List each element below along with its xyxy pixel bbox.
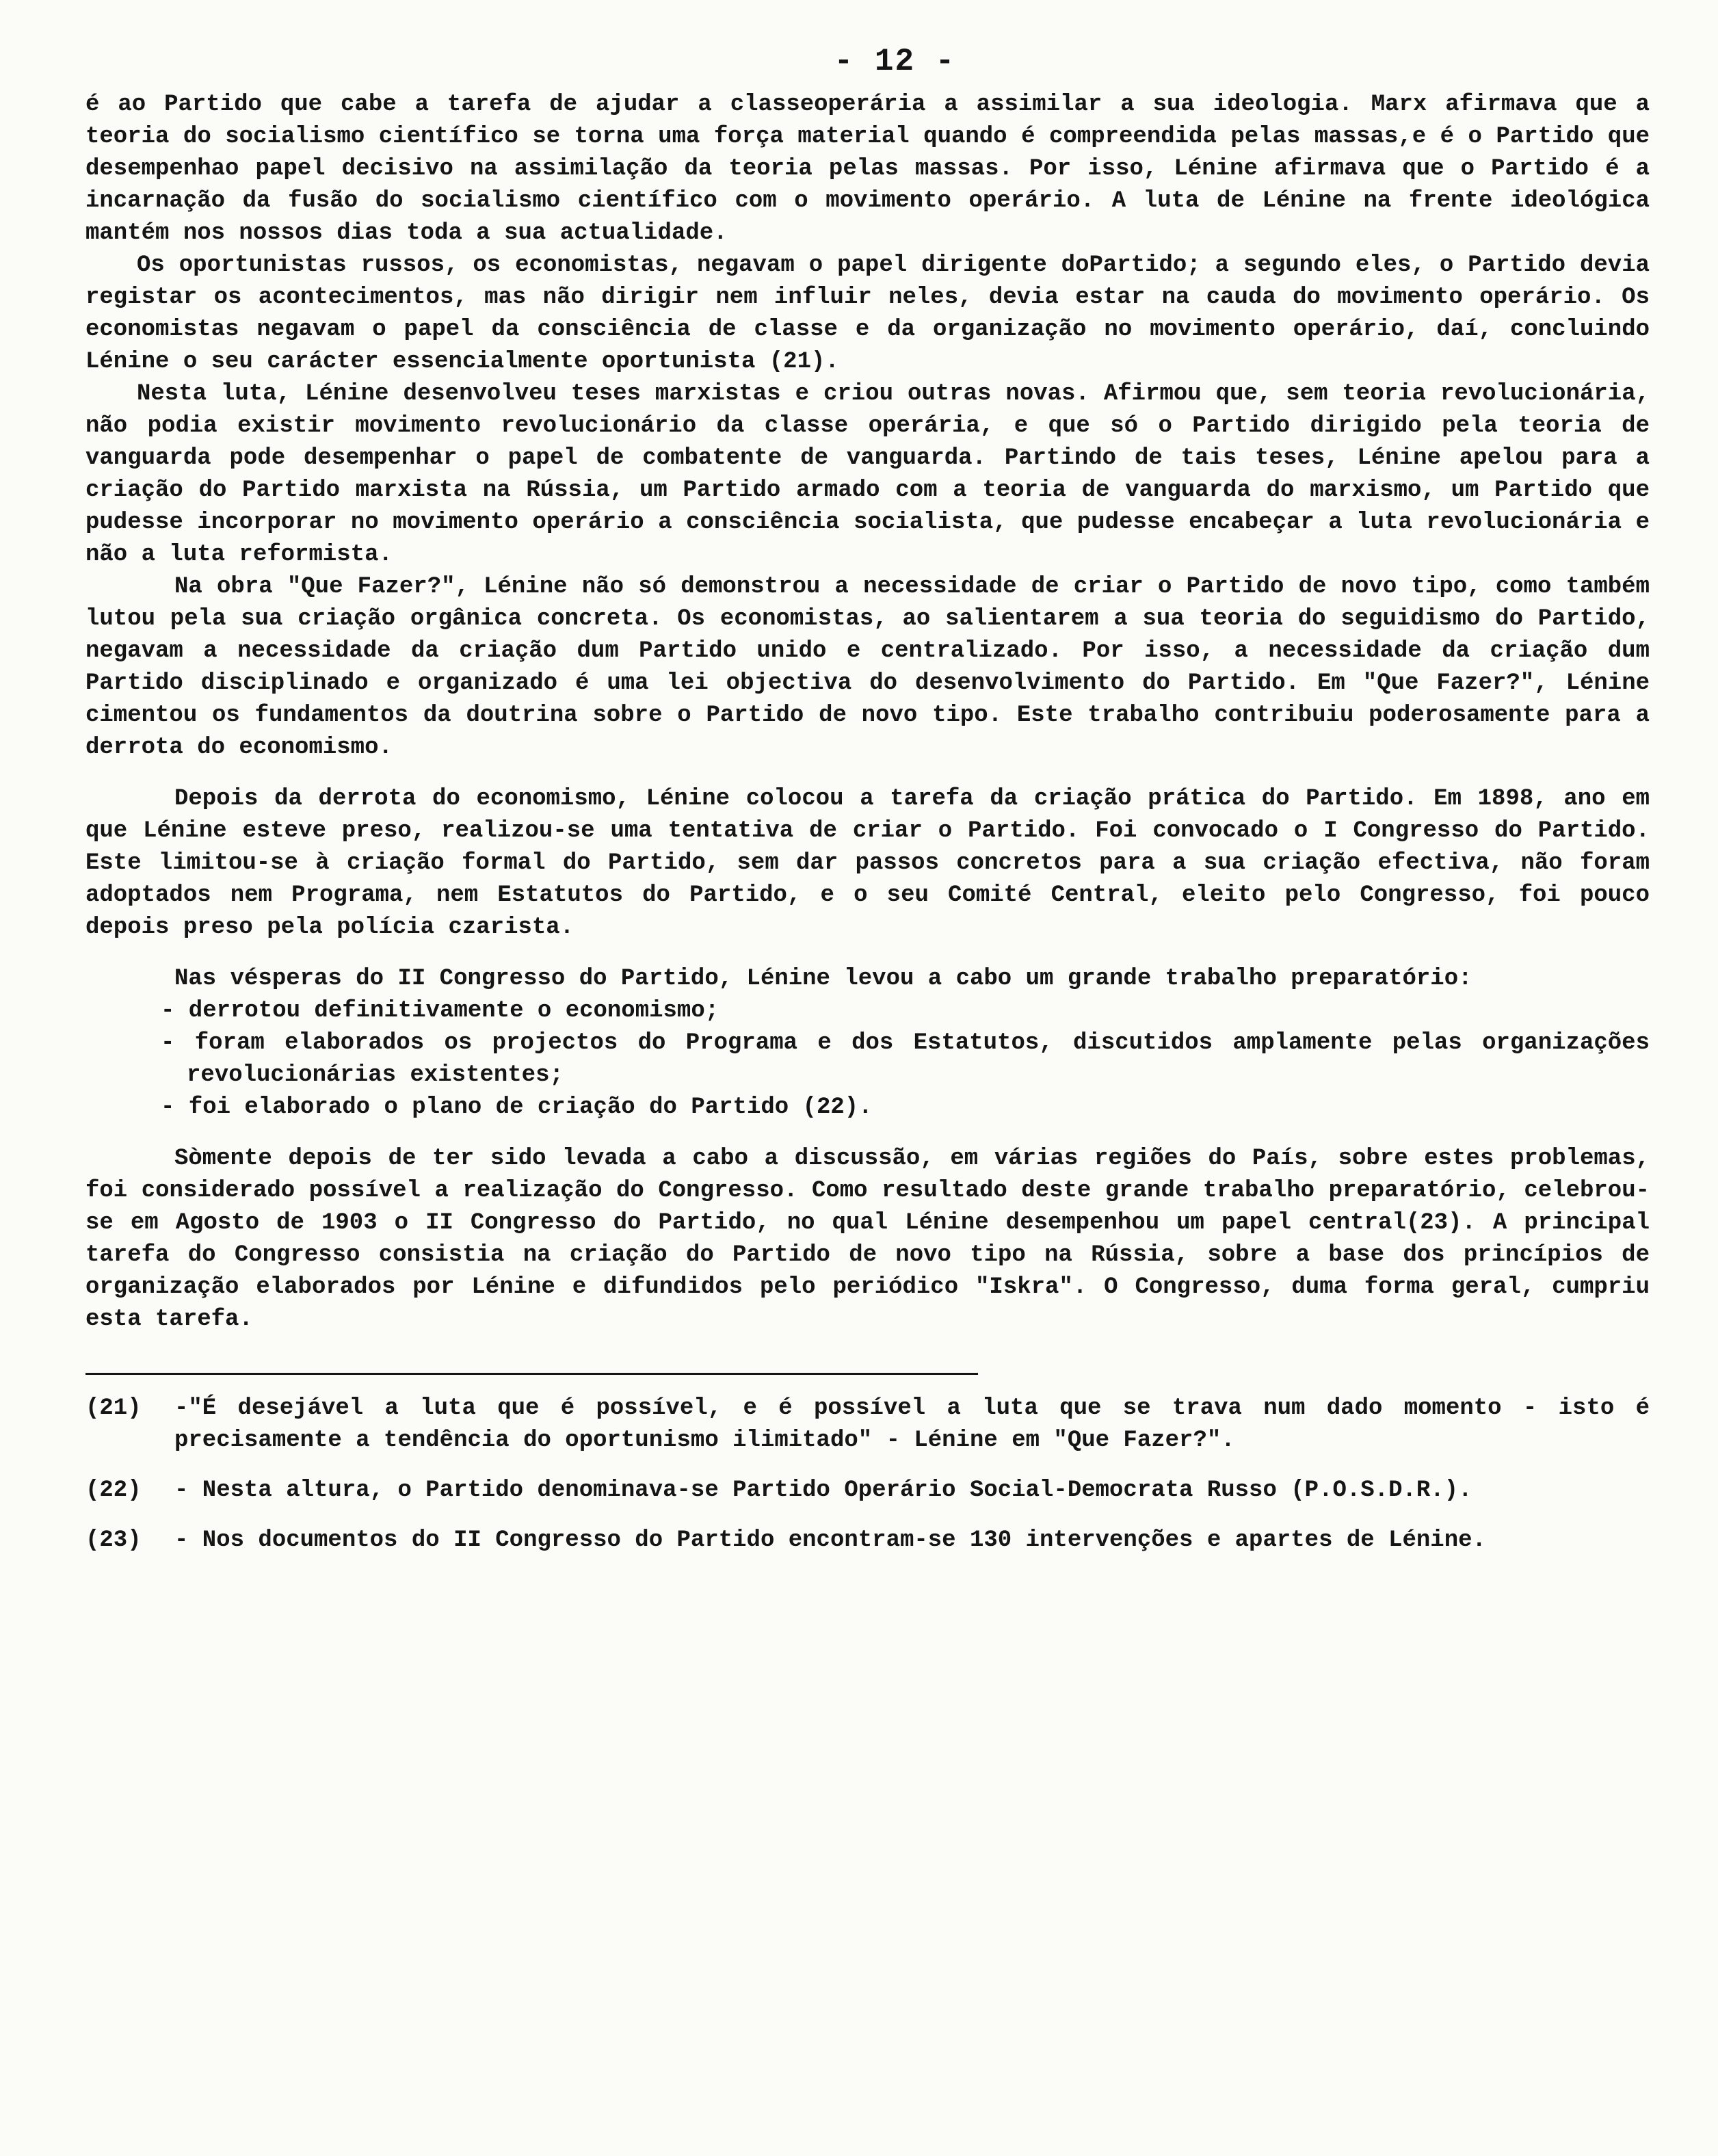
footnotes <box>85 1393 1650 1557</box>
paragraph-4: Na obra "Que Fazer?", Lénine não só demonstrou a necessidade de criar o Partido de novo tipo, como também lutou pela sua criação orgânica concreta. Os economistas, ao salientarem a sua teoria do seguidismo do Partido, negavam a necessidade da criação dum Partido unido e centralizado. Por isso, a necessidade da criação dum Partido disciplinado e organizado é uma lei objectiva do desenvolvimento do Partido. Em "Que Fazer?", Lénine cimentou os fundamentos da doutrina sobre o Partido de novo tipo. Este trabalho contribuiu poderosamente para a derrota do economismo. <box>85 574 1650 761</box>
paragraph-3: Nesta luta, Lénine desenvolveu teses marxistas e criou outras novas. Afirmou que, sem teoria revolucionária, não podia existir movimento revolucionário da classe operária, e que só o Partido dirigido pela teoria de vanguarda pode desempenhar o papel de combatente de vanguarda. Partindo de tais teses, Lénine apelou para a criação do Partido marxista na Rússia, um Partido armado com a teoria de vanguarda do marxismo, um Partido que pudesse incorporar no movimento operário a consciência socialista, que pudesse encabeçar a luta revolucionária e não a luta reformista. <box>85 381 1650 568</box>
page-number: - 12 - <box>834 44 956 79</box>
footnote-21 <box>85 1393 1650 1457</box>
footnote-text: - Nesta altura, o Partido denominava-se Partido Operário Social-Democrata Russo (P.O.S.D.R.). <box>174 1477 1472 1503</box>
footnote-22 <box>85 1475 1650 1507</box>
list-item: - foram elaborados os projectos do Programa e dos Estatutos, discutidos amplamente pelas organizações revolucionárias existentes; <box>161 1030 1650 1088</box>
footnote-number: (21) <box>85 1395 142 1421</box>
paragraph-2: Os oportunistas russos, os economistas, negavam o papel dirigente doPartido; a segundo eles, o Partido devia registar os acontecimentos, mas não dirigir nem influir neles, devia estar na cauda do movimento operário. Os economistas negavam o papel da consciência de classe e da organização no movimento operário, daí, concluindo Lénine o seu carácter essencialmente oportunista (21). <box>85 252 1650 375</box>
paragraph-6: Nas vésperas do II Congresso do Partido, Lénine levou a cabo um grande trabalho preparatório: <box>174 966 1472 992</box>
footnote-number: (23) <box>85 1527 142 1553</box>
paragraph-5: Depois da derrota do economismo, Lénine colocou a tarefa da criação prática do Partido. Em 1898, ano em que Lénine esteve preso, realizou-se uma tentativa de criar o Partido. Foi convocado o I Congresso do Partido. Este limitou-se à criação formal do Partido, sem dar passos concretos para a sua criação efectiva, não foram adoptados nem Programa, nem Estatutos do Partido, e o seu Comité Central, eleito pelo Congresso, foi pouco depois preso pela polícia czarista. <box>85 786 1650 941</box>
footnote-number: (22) <box>85 1477 142 1503</box>
footnote-text: -"É desejável a luta que é possível, e é possível a luta que se trava num dado momento - isto é precisamente a tendência do oportunismo ilimitado" - Lénine em "Que Fazer?". <box>174 1395 1650 1454</box>
paragraph-7: Sòmente depois de ter sido levada a cabo a discussão, em várias regiões do País, sobre estes problemas, foi considerado possível a realização do Congresso. Como resultado deste grande trabalho preparatório, celebrou-se em Agosto de 1903 o II Congresso do Partido, no qual Lénine desempenhou um papel central(23). A principal tarefa do Congresso consistia na criação do Partido de novo tipo na Rússia, sobre a base dos princípios de organização elaborados por Lénine e difundidos pelo periódico "Iskra". O Congresso, duma forma geral, cumpriu esta tarefa. <box>85 1146 1650 1332</box>
preparatory-work-list <box>161 995 1650 1124</box>
footnote-23 <box>85 1525 1650 1557</box>
footnote-divider <box>85 1373 978 1375</box>
footnote-text: - Nos documentos do II Congresso do Partido encontram-se 130 intervenções e apartes de Lénine. <box>174 1527 1486 1553</box>
paragraph-1: é ao Partido que cabe a tarefa de ajudar a classeoperária a assimilar a sua ideologia. Marx afirmava que a teoria do socialismo científico se torna uma força material quando é compreendida pelas massas,e é o Partido que desempenhao papel decisivo na assimilação da teoria pelas massas. Por isso, Lénine afirmava que o Partido é a incarnação da fusão do socialismo científico com o movimento operário. A luta de Lénine na frente ideológica mantém nos nossos dias toda a sua actualidade. <box>85 92 1650 246</box>
list-item: - foi elaborado o plano de criação do Partido (22). <box>161 1094 873 1120</box>
list-item: - derrotou definitivamente o economismo; <box>161 998 719 1024</box>
body-text <box>85 89 1650 1336</box>
